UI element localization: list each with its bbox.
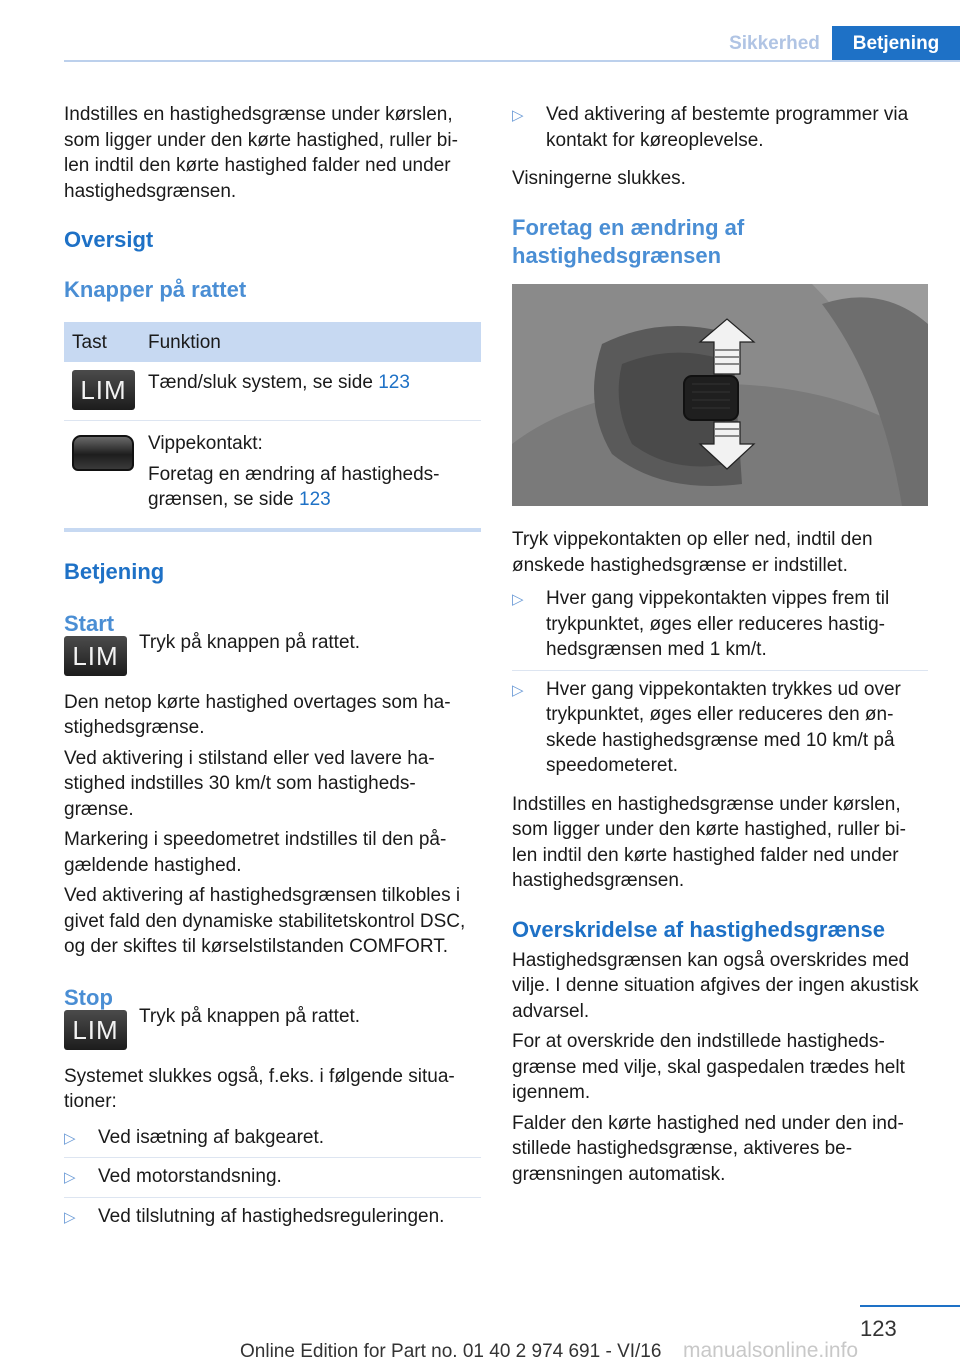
table-cell-function [140,362,481,421]
footer-divider [860,1305,960,1307]
triangle-bullet-icon: ▷ [512,107,524,124]
watermark-text: manualsonline.info [683,1339,859,1362]
triangle-bullet-icon: ▷ [64,1169,76,1186]
steering-wheel-rocker-illustration [512,284,928,506]
heading-overskridelse: Overskridelse af hastighedsgrænse [512,916,885,942]
heading-knapper: Knapper på rattet [64,277,247,302]
paragraph: Ved aktivering i stilstand eller ved lavere ha-stighed indstilles 30 km/t som hastigheds-grænse. [64,747,435,820]
heading-stop: Stop [64,984,113,1010]
table-row [64,362,481,421]
list-item: ▷ Ved isætning af bakgearet. [64,1125,481,1159]
column-header-funktion: Funktion [140,322,481,362]
triangle-bullet-icon: ▷ [512,681,524,699]
paragraph: Falder den kørte hastighed ned under den ind-stillede hastighedsgrænse, aktiveres be-grænsningen automatisk. [512,1112,904,1185]
tab-betjening[interactable]: Betjening [832,26,960,61]
table-cell-icon [64,421,140,528]
rocker-behaviour-list [512,586,928,786]
paragraph: Markering i speedometret indstilles til den på-gældende hastighed. [64,829,447,876]
heading-betjening: Betjening [64,558,165,584]
intro-paragraph: Indstilles en hastighedsgrænse under kørslen, som ligger under den kørte hastighed, ruller bi-len indtil den kørte hastighed falder ned under hastighedsgrænsen. [64,104,458,202]
column-header-tast: Tast [64,322,140,362]
row2-title: Vippekontakt: [148,433,263,454]
left-column [64,102,481,1242]
lim-button-icon: LIM [64,636,127,676]
row2-description: Foretag en ændring af hastigheds-grænsen, se side 123 [148,463,440,510]
rocker-switch-icon [72,435,134,471]
list-item: ▷ Ved motorstandsning. [64,1164,481,1198]
start-instruction [64,631,481,676]
start-text: Tryk på knappen på rattet. [139,631,361,653]
continued-list [512,102,928,160]
heading-foretag: Foretag en ændring af hastighedsgrænsen [512,214,745,268]
triangle-bullet-icon: ▷ [512,591,524,608]
header-divider [64,60,960,62]
list-item: ▷ Hver gang vippekontakten vippes frem til trykpunktet, øges eller reduceres hastig-hedsgrænsen med 1 km/t. [512,586,928,671]
heading-start: Start [64,610,115,636]
lim-button-icon: LIM [64,1010,127,1050]
stop-situations-list [64,1125,481,1237]
paragraph: Visningerne slukkes. [512,168,686,189]
stop-instruction [64,1005,481,1050]
paragraph: Ved aktivering af hastighedsgrænsen tilkobles i givet fald den dynamiske stabilitetskontrol DSC, og der skiftes til kørselstilstanden COMFORT. [64,885,466,957]
header-tabs [717,26,960,61]
right-column [512,102,928,1192]
edition-text: Online Edition for Part no. 01 40 2 974 691 - VI/16 [240,1341,662,1362]
page-link[interactable]: 123 [378,372,410,393]
tab-sikkerhed[interactable]: Sikkerhed [717,26,832,61]
list-item: ▷ Ved tilslutning af hastighedsreguleringen. [64,1204,481,1237]
paragraph: Tryk vippekontakten op eller ned, indtil den ønskede hastighedsgrænse er indstillet. [512,529,873,576]
list-item: ▷ Hver gang vippekontakten trykkes ud over trykpunktet, øges eller reduceres den øn-skede hastighedsgrænse med 10 km/t på speedometeret. [512,678,901,776]
page-link[interactable]: 123 [299,489,331,510]
row1-text: Tænd/sluk system, se side [148,372,373,393]
table-bottom-border [64,528,481,532]
paragraph: Systemet slukkes også, f.eks. i følgende situa-tioner: [64,1065,455,1112]
paragraph: Indstilles en hastighedsgrænse under kørslen, som ligger under den kørte hastighed, ruller bi-len indtil den kørte hastighed falder ned under hastighedsgrænsen. [512,793,906,891]
lim-button-icon: LIM [72,370,135,410]
paragraph: Den netop kørte hastighed overtages som ha-stighedsgrænse. [64,691,451,738]
heading-oversigt: Oversigt [64,227,154,252]
page-number: 123 [860,1316,897,1341]
buttons-table [64,322,481,528]
table-cell-function [140,421,481,528]
triangle-bullet-icon: ▷ [64,1208,76,1226]
paragraph: Hastighedsgrænsen kan også overskrides med vilje. I denne situation afgives der ingen akustisk advarsel. [512,949,919,1022]
table-cell-icon [64,362,140,421]
list-item: ▷ Ved aktivering af bestemte programmer via kontakt for køreoplevelse. [512,104,909,151]
paragraph: For at overskride den indstillede hastigheds-grænse med vilje, skal gaspedalen trædes helt igennem. [512,1031,905,1103]
table-row [64,421,481,528]
stop-text: Tryk på knappen på rattet. [139,1005,361,1027]
triangle-bullet-icon: ▷ [64,1129,76,1147]
